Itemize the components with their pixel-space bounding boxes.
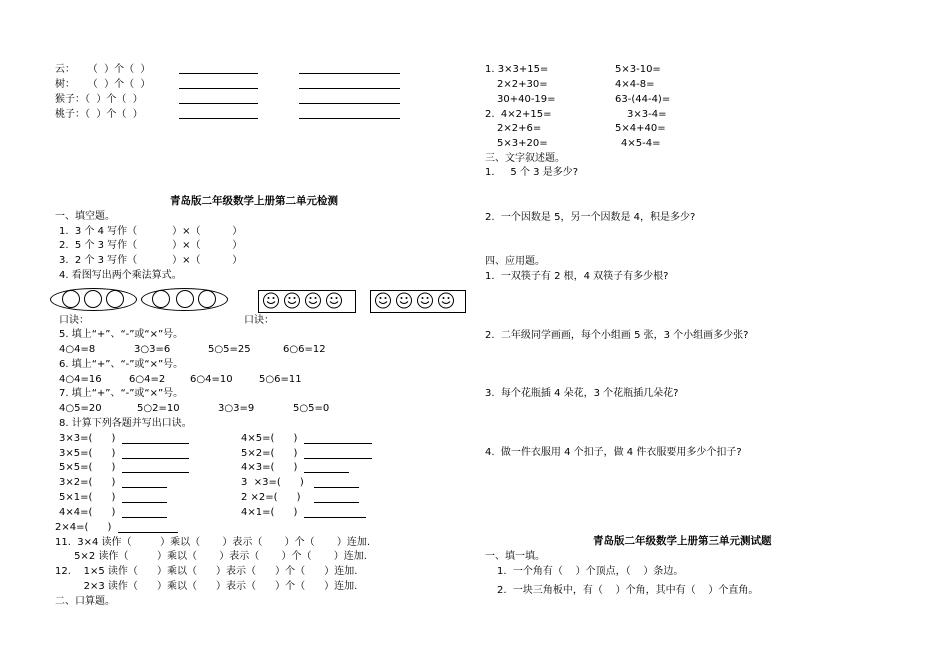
unit3-title: 青岛版二年级数学上册第三单元测试题: [593, 535, 772, 547]
section-application-heading: 四、应用题。: [485, 256, 545, 267]
koujue-line[interactable]: [122, 458, 189, 459]
koujue-line[interactable]: [304, 517, 366, 518]
count-row-cloud: 云： （ ）个（ ）: [55, 64, 151, 75]
koujue-line[interactable]: [122, 472, 189, 473]
q6-prompt: 6. 填上“+”、“-”或“×”号。: [59, 359, 184, 370]
q8-item: 2 ×2=( ): [241, 492, 301, 503]
calc-item: 5×3+20=: [497, 138, 548, 149]
calc-item: 3×3-4=: [627, 109, 667, 120]
q7-item: 4○5=20: [59, 403, 102, 414]
q8-item: 4×4=( ): [59, 507, 116, 518]
answer-line[interactable]: [299, 73, 400, 74]
q4-prompt: 4. 看图写出两个乘法算式。: [59, 270, 182, 281]
calc-item: 63-(44-4)=: [615, 94, 671, 105]
q8-item: 4×5=( ): [241, 433, 298, 444]
app-q2: 2. 二年级同学画画，每个小组画 5 张，3 个小组画多少张?: [485, 330, 749, 341]
count-row-peach: 桃子：（ ）个（ ）: [55, 109, 143, 120]
koujue-line[interactable]: [314, 502, 359, 503]
q8-item: 4×1=( ): [241, 507, 298, 518]
q12-item: 2×3 读作（ ）乘以（ ）表示（ ）个（ ）连加.: [55, 581, 358, 592]
section-word-problems-heading: 三、文字叙述题。: [485, 153, 565, 164]
calc-item: 2. 4×2+15=: [485, 109, 552, 120]
q7-item: 5○2=10: [137, 403, 180, 414]
answer-line[interactable]: [179, 118, 258, 119]
q5-item: 4○4=8: [59, 344, 96, 355]
q1-item: 1. 3 个 4 写作（ ）×（ ）: [59, 226, 243, 237]
smiley-icon: [262, 292, 348, 309]
answer-line[interactable]: [179, 103, 258, 104]
calc-item: 5×3-10=: [615, 64, 661, 75]
calc-item: 2×2+30=: [497, 79, 548, 90]
q5-item: 5○5=25: [208, 344, 251, 355]
calc-item: 30+40-19=: [497, 94, 556, 105]
q8-item: 3×2=( ): [59, 477, 116, 488]
angle-q2: 2. 一块三角板中，有（ ）个角，其中有（ ）个直角。: [497, 585, 759, 596]
q11-item: 11. 3×4 读作（ ）乘以（ ）表示（ ）个（ ）连加.: [55, 537, 371, 548]
koujue-line[interactable]: [314, 487, 359, 488]
q8-item: 2×4=( ): [55, 522, 112, 533]
koujue-label: 口诀：: [244, 315, 274, 326]
answer-line[interactable]: [179, 73, 258, 74]
q5-item: 3○3=6: [134, 344, 171, 355]
app-q4: 4. 做一件衣服用 4 个扣子，做 4 件衣服要用多少个扣子?: [485, 447, 742, 458]
app-q1: 1. 一双筷子有 2 根，4 双筷子有多少根?: [485, 271, 669, 282]
q3-item: 3. 2 个 3 写作（ ）×（ ）: [59, 255, 243, 266]
calc-item: 4×4-8=: [615, 79, 655, 90]
angle-q1: 1. 一个角有（ ）个顶点，（ ）条边。: [497, 566, 684, 577]
unit2-title: 青岛版二年级数学上册第二单元检测: [170, 195, 338, 207]
section-fill-heading: 一、填空题。: [55, 211, 115, 222]
koujue-line[interactable]: [122, 517, 167, 518]
q2-item: 2. 5 个 3 写作（ ）×（ ）: [59, 240, 243, 251]
smiley-icon: [374, 292, 460, 309]
koujue-line[interactable]: [122, 443, 189, 444]
q7-item: 3○3=9: [218, 403, 255, 414]
koujue-line[interactable]: [118, 532, 178, 533]
answer-line[interactable]: [299, 118, 400, 119]
q8-item: 3 ×3=( ): [241, 477, 304, 488]
calc-item: 4×5-4=: [621, 138, 661, 149]
q6-item: 4○4=16: [59, 374, 102, 385]
q5-prompt: 5. 填上“+”、“-”或“×”号。: [59, 329, 184, 340]
koujue-line[interactable]: [122, 502, 167, 503]
calc-item: 1. 3×3+15=: [485, 64, 549, 75]
koujue-line[interactable]: [304, 472, 349, 473]
section-fill-heading: 一、填一填。: [485, 551, 545, 562]
q11-item: 5×2 读作（ ）乘以（ ）表示（ ）个（ ）连加.: [55, 551, 367, 562]
answer-line[interactable]: [179, 88, 258, 89]
koujue-label: 口诀：: [59, 315, 89, 326]
q6-item: 6○4=10: [190, 374, 233, 385]
count-row-tree: 树： （ ）个（ ）: [55, 79, 151, 90]
q6-item: 5○6=11: [259, 374, 302, 385]
calc-item: 2×2+6=: [497, 123, 542, 134]
section-mental-calc-heading: 二、口算题。: [55, 596, 115, 607]
q5-item: 6○6=12: [283, 344, 326, 355]
q7-item: 5○5=0: [293, 403, 330, 414]
q8-item: 5×2=( ): [241, 448, 298, 459]
q8-prompt: 8. 计算下列各题并写出口诀。: [59, 418, 192, 429]
q8-item: 3×5=( ): [59, 448, 116, 459]
word-q2: 2. 一个因数是 5，另一个因数是 4，积是多少?: [485, 212, 696, 223]
koujue-line[interactable]: [304, 443, 372, 444]
q8-item: 5×1=( ): [59, 492, 116, 503]
q6-item: 6○4=2: [129, 374, 166, 385]
q8-item: 5×5=( ): [59, 462, 116, 473]
answer-line[interactable]: [299, 103, 400, 104]
q12-item: 12. 1×5 读作（ ）乘以（ ）表示（ ）个（ ）连加.: [55, 566, 358, 577]
calc-item: 5×4+40=: [615, 123, 666, 134]
q8-item: 4×3=( ): [241, 462, 298, 473]
word-q1: 1. 5 个 3 是多少?: [485, 167, 579, 178]
count-row-monkey: 猴子：（ ）个（ ）: [55, 94, 143, 105]
q8-item: 3×3=( ): [59, 433, 116, 444]
koujue-line[interactable]: [122, 487, 167, 488]
q7-prompt: 7. 填上“+”、“-”或“×”号。: [59, 388, 184, 399]
app-q3: 3. 每个花瓶插 4 朵花，3 个花瓶插几朵花?: [485, 388, 679, 399]
answer-line[interactable]: [299, 88, 400, 89]
koujue-line[interactable]: [304, 458, 372, 459]
